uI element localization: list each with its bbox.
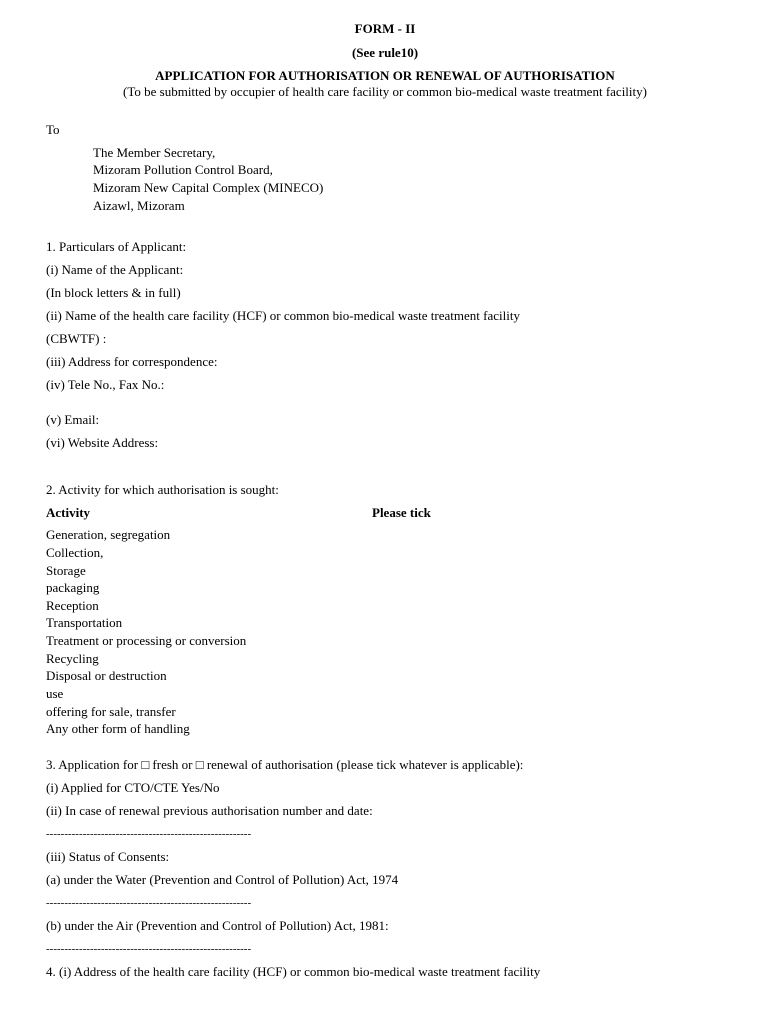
- applicant-name-label: (i) Name of the Applicant:: [46, 262, 184, 277]
- activity-item: Collection,: [46, 545, 104, 560]
- activity-item: Any other form of handling: [46, 721, 190, 736]
- blank-line: --------------------------------------------------------: [46, 897, 252, 909]
- section-1-heading: 1. Particulars of Applicant:: [46, 239, 187, 254]
- activity-column-header: Activity: [46, 505, 91, 520]
- address-line: The Member Secretary,: [93, 145, 216, 160]
- blank-line: --------------------------------------------------------: [46, 943, 252, 955]
- cto-cte-label: (i) Applied for CTO/CTE Yes/No: [46, 780, 220, 795]
- consent-status-label: (iii) Status of Consents:: [46, 849, 170, 864]
- activity-item: Reception: [46, 598, 99, 613]
- form-title: APPLICATION FOR AUTHORISATION OR RENEWAL OF AUTHORISATION: [155, 68, 615, 83]
- address-line: Mizoram Pollution Control Board,: [93, 162, 273, 177]
- blank-line: --------------------------------------------------------: [46, 828, 252, 840]
- activity-item: Recycling: [46, 651, 99, 666]
- activity-item: Transportation: [46, 615, 123, 630]
- activity-item: offering for sale, transfer: [46, 704, 176, 719]
- address-line: Mizoram New Capital Complex (MINECO): [93, 180, 324, 195]
- previous-authorisation-label: (ii) In case of renewal previous authorisation number and date:: [46, 803, 373, 818]
- activity-item: Disposal or destruction: [46, 668, 167, 683]
- email-label: (v) Email:: [46, 412, 100, 427]
- website-label: (vi) Website Address:: [46, 435, 159, 450]
- section-3-heading: 3. Application for □ fresh or □ renewal of authorisation (please tick whatever is applicable):: [46, 757, 524, 772]
- activity-item: use: [46, 686, 64, 701]
- correspondence-address-label: (iii) Address for correspondence:: [46, 354, 218, 369]
- to-label: To: [46, 122, 60, 137]
- address-line: Aizawl, Mizoram: [93, 198, 185, 213]
- tele-fax-label: (iv) Tele No., Fax No.:: [46, 377, 165, 392]
- form-subtitle: (To be submitted by occupier of health care facility or common bio-medical waste treatment facility): [123, 84, 647, 99]
- rule-reference: (See rule10): [351, 45, 419, 60]
- section-4-address-label: 4. (i) Address of the health care facility (HCF) or common bio-medical waste treatment facility: [46, 964, 541, 979]
- water-act-label: (a) under the Water (Prevention and Control of Pollution) Act, 1974: [46, 872, 399, 887]
- cbwtf-label: (CBWTF) :: [46, 331, 107, 346]
- facility-name-label: (ii) Name of the health care facility (HCF) or common bio-medical waste treatment facility: [46, 308, 520, 323]
- form-number: FORM - II: [354, 21, 416, 36]
- block-letters-note: (In block letters & in full): [46, 285, 181, 300]
- tick-column-header: Please tick: [372, 505, 431, 520]
- activity-item: Treatment or processing or conversion: [46, 633, 247, 648]
- air-act-label: (b) under the Air (Prevention and Control of Pollution) Act, 1981:: [46, 918, 389, 933]
- activity-item: Storage: [46, 563, 86, 578]
- activity-item: packaging: [46, 580, 100, 595]
- section-2-heading: 2. Activity for which authorisation is sought:: [46, 482, 279, 497]
- activity-item: Generation, segregation: [46, 527, 171, 542]
